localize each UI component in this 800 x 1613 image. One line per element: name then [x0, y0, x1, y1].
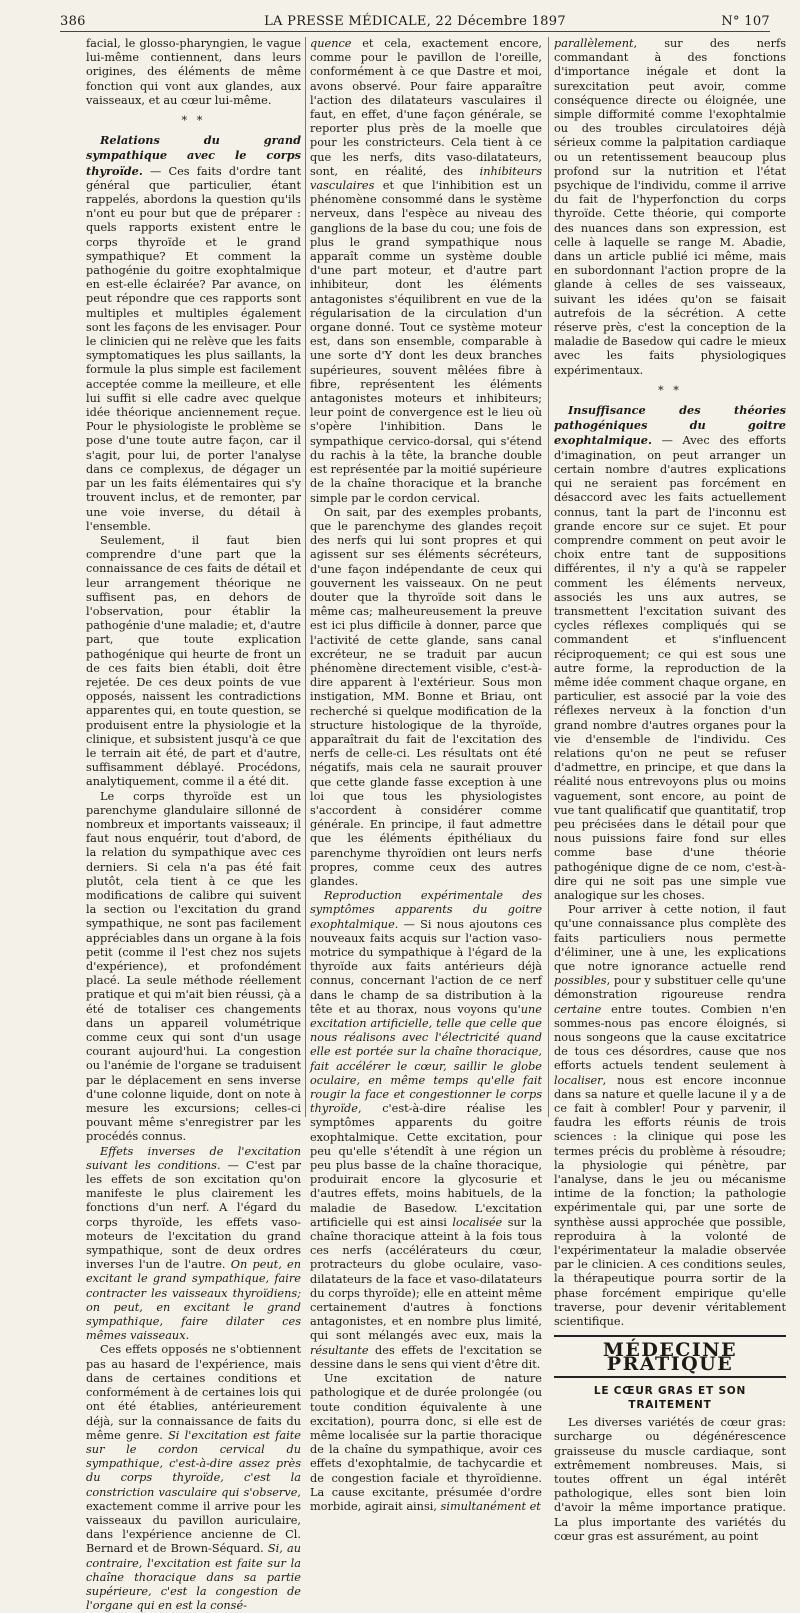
- emphasis: certaine: [554, 1002, 602, 1016]
- paragraph: [86, 133, 301, 534]
- paragraph: [310, 37, 542, 506]
- column-divider: [305, 37, 306, 1117]
- paragraph: Les diverses variétés de cœur gras: surcharge ou dégénérescence graisseuse du muscle cardiaque, sont extrêmement nombreuses. Mais, si toutes offrent un égal intérêt pathologique, elles sont bien loin d'avoir la même importance pratique. La plus importante des variétés du cœur gras est assurément, au point: [554, 1416, 786, 1543]
- emphasis: simultanément et: [440, 1499, 541, 1513]
- header-rule: [60, 31, 770, 32]
- masthead: LA PRESSE MÉDICALE, 22 Décembre 1897: [264, 14, 566, 29]
- paragraph: On sait, par des exemples probants, que le parenchyme des glandes reçoit des nerfs qui lui sont propres et qui agissent sur ses éléments sécréteurs, d'une façon indépendante de ceux qui gouvernent les vaisseaux. On ne peut douter que la thyroïde soit dans le même cas; malheureusement la preuve est ici plus difficile à donner, parce que l'activité de cette glande, sans canal excréteur, ne se traduit par aucun phénomène directement visible, c'est-à-dire apparent à l'extérieur. Sous mon instigation, MM. Bonne et Briau, ont recherché si quelque modification de la structure histologique de la thyroïde, apparaîtrait du fait de l'excitation des nerfs de celle-ci. Les résultats ont été négatifs, mais cela ne saurait prouver que cette glande fasse exception à une loi que tous les physiologistes s'accordent à considérer comme générale. En principe, il faut admettre que les éléments épithéliaux du parenchyme thyroïdien ont leurs nerfs propres, comme ceux des autres glandes.: [310, 505, 542, 888]
- paragraph-text: des effets de l'excitation se dessine dans le sens qui vient d'être dit.: [310, 1343, 542, 1371]
- section-separator: * *: [181, 114, 206, 128]
- paragraph-text: — C'est par les effets de son excitation qu'on manifeste le plus clairement les fonctions d'un nerf. A l'égard du corps thyroïde, les effets vaso-moteurs de l'excitation du grand sympathique, sont de deux ordres inverses l'un de l'autre.: [86, 1158, 301, 1272]
- section-heading: Effets inverses de l'excitation suivant les conditions.: [86, 1144, 301, 1172]
- paragraph-text: — Avec des efforts d'imagination, on peut arranger un certain nombre d'autres explications qui ne seraient pas forcément en désaccord avec les faits actuellement connus, tant la part de l'inconnu est grande encore sur ce sujet. Et pour comprendre comment on peut avoir le choix entre tant de suppositions différentes, il n'y a qu'à se rappeler comment les éléments nerveux, associés les uns aux autres, se transmettent l'excitation suivant des cycles réflexes compliqués qui se commandent et s'influencent réciproquement; ce qui est sous une autre forme, la reproduction de la même idée comment chaque organe, en particulier, est associé par la voie des réflexes nerveux à la fonction d'un grand nombre d'autres organes pour la vie d'ensemble de l'individu. Ces relations qu'on ne peut se refuser d'admettre, en principe, et que dans la réalité nous entrevoyons plus ou moins vaguement, sont encore, au point de vue tant qualificatif que quantitatif, trop peu précisées dans le détail pour que nous puissions faire fond sur elles comme base d'une théorie pathogénique digne de ce nom, c'est-à-dire qui ne soit pas une simple vue analogique sur les choses.: [554, 434, 786, 902]
- paragraph: Seulement, il faut bien comprendre d'une part que la connaissance de ces faits de détail et leur arrangement théorique ne suffisent pas, en dehors de l'observation, pour établir la pathogénie d'une maladie; et, d'autre part, que toute explication pathogénique qui heurte de front un de ces faits bien établi, doit être rejetée. De ces deux points de vue opposés, naissent les contradictions apparentes qui, en toute question, se produisent entre la physiologie et la clinique, et subsistent jusqu'à ce que le terrain ait été, de part et d'autre, suffisamment déblayé. Procédons, analytiquement, comme il a été dit.: [86, 533, 301, 789]
- paragraph-text: et que l'inhibition est un phénomène consommé dans le système nerveux, dans l'espèce au niveau des ganglions de la base du cou; une fois de plus le grand sympathique nous apparaît comme un système double d'une part moteur, et d'autre part inhibiteur, dont les éléments antagonistes s'équilibrent en vue de la régularisation de la circulation d'un organe donné. Tout ce système moteur est, dans son ensemble, comparable à une sorte d'Y dont les deux branches supérieures, souvent mêlées fibre à fibre, représentent les éléments antagonistes moteurs et inhibiteurs; leur point de convergence est le lieu où s'opère l'inhibition. Dans le sympathique cervico-dorsal, qui s'étend du rachis à la tête, la branche double est représentée par la moitié supérieure de la chaîne thoracique et la branche simple par le cordon cervical.: [310, 179, 542, 505]
- emphasis: localiser: [554, 1073, 603, 1087]
- section-heading: Insuffisance des théories pathogéniques du goitre exophtalmique.: [554, 403, 786, 448]
- paragraph-text: entre toutes. Combien n'en sommes-nous pas encore éloignés, si nous songeons que la cause excitatrice de tous ces désordres, cause que nos efforts actuels tendent seulement à: [554, 1002, 786, 1073]
- paragraph: [310, 1372, 542, 1514]
- paragraph: Le corps thyroïde est un parenchyme glandulaire sillonné de nombreux et importants vaisseaux; il faut nous enquérir, tout d'abord, de la relation du sympathique avec ces derniers. Si cela n'a pas été fait plutôt, cela tient à ce que les modifications de calibre qui suivent la section ou l'excitation du grand sympathique, ne sont pas facilement appréciables dans un organe à la fois petit (comme il l'est chez nos sujets d'expérience), et profondément placé. La seule méthode réellement pratique et qui m'ait bien réussi, çà a été de totaliser ces changements dans un appareil volumétrique comme ceux qui sont d'un usage courant aujourd'hui. La congestion ou l'anémie de l'organe se traduisent par le déplacement en sens inverse d'une colonne liquide, dont on note à mesure les excursions; celles-ci pouvant même s'enregistrer par les procédés connus.: [86, 789, 301, 1144]
- column-right: [554, 37, 786, 1543]
- column-left: [86, 37, 302, 1613]
- paragraph-text: Pour arriver à cette notion, il faut qu'une connaissance plus complète des faits particuliers nous permette d'éliminer, une à une, les explications que notre ignorance actuelle rend: [554, 903, 786, 973]
- section-heading: Reproduction expérimentale des symptômes apparents du goitre exophtalmique.: [310, 889, 542, 931]
- section-banner: MÉDECINE PRATIQUE: [554, 1335, 786, 1377]
- paragraph-text: , exactement comme il arrive pour les vaisseaux du pavillon auriculaire, dans l'expérience ancienne de Cl. Bernard et de Brown-Séquard.: [86, 1485, 301, 1556]
- page-number: 386: [60, 14, 86, 29]
- paragraph-text: — Si nous ajoutons ces nouveaux faits acquis sur l'action vaso-motrice du sympathique à l'égard de la thyroïde aux faits antérieurs déjà connus, concernant l'action de ce nerf dans le champ de sa distribution à la tête et au thorax, nous voyons qu': [310, 917, 542, 1016]
- paragraph: [554, 37, 786, 378]
- emphasis: parallèlement: [554, 37, 634, 50]
- article-title: LE CŒUR GRAS ET SON TRAITEMENT: [593, 1384, 747, 1411]
- column-middle: [310, 37, 542, 1513]
- column-divider: [548, 37, 549, 1117]
- paragraph: [554, 403, 786, 903]
- emphasis: inhibiteurs vasculaires: [310, 164, 542, 193]
- paragraph: [310, 889, 542, 1372]
- emphasis: localisée: [452, 1215, 503, 1229]
- emphasis: On peut, en excitant le grand sympathique, faire contracter les vaisseaux thyroïdiens; on peut, en excitant le grand sympathique, faire dilater ces mêmes vaisseaux.: [86, 1258, 301, 1343]
- emphasis: possibles: [554, 974, 607, 988]
- paragraph-text: , sur des nerfs commandant à des fonctions d'importance inégale et dont la surexcitation peut avoir, comme conséquence directe ou éloignée, une simple difformité comme l'exophtalmie ou des troubles circulatoires déjà sérieux comme la palpitation cardiaque ou un retentissement beaucoup plus profond sur la nutrition et l'état psychique de l'individu, comme il arrive du fait de l'hyperfonction du corps thyroïde. Cette théorie, qui comporte des nuances dans son expression, est celle à laquelle se range M. Abadie, dans un article publié ici même, mais en subordonnant l'action propre de la glande à celles de ses vaisseaux, suivant les idées qu'on se faisait autrefois de la sécrétion. A cette réserve près, c'est la conception de la maladie de Basedow qui cadre le mieux avec les faits physiologiques expérimentaux.: [554, 37, 786, 377]
- paragraph-text: , pour y substituer celle qu'une démonstration rigoureuse rendra: [554, 974, 786, 1002]
- paragraph: [86, 1145, 301, 1344]
- paragraph-text: Une excitation de nature pathologique et de durée prolongée (ou toute condition équivalente à une excitation), pourra donc, si elle est de même localisée sur la partie thoracique de la chaîne du sympathique, avoir ces effets d'exophtalmie, de tachycardie et de congestion faciale et thyroïdienne. La cause excitante, présumée d'ordre morbide, agirait ainsi,: [310, 1372, 542, 1513]
- emphasis: Si l'excitation est faite sur le cordon cervical du sympathique, c'est-à-dire assez près du corps thyroïde, c'est la constriction vasculaire qui s'observe: [86, 1428, 301, 1499]
- emphasis: résultante: [310, 1343, 369, 1357]
- paragraph-text: , nous est encore inconnue dans sa nature et quelle lacune il y a de ce fait à combler! Pour y parvenir, il faudra les efforts réunis de trois sciences : la clinique qui pose les termes précis du problème à résoudre; la physiologie qui pénètre, par l'analyse, dans le jeu ou mécanisme intime de la fonction; la pathologie expérimentale qui, par une sorte de synthèse aussi approchée que possible, reproduira à la volonté de l'expérimentateur la maladie observée par le clinicien. A ces conditions seules, la thérapeutique pourra sortir de la phase forcément empirique qu'elle traverse, pour devenir véritablement scientifique.: [554, 1073, 786, 1329]
- paragraph: [554, 903, 786, 1329]
- section-heading: Relations du grand sympathique avec le corps thyroïde.: [86, 133, 301, 178]
- paragraph-text: sur la chaîne thoracique atteint à la fois tous ces nerfs (accélérateurs du cœur, protracteurs du globe oculaire, vaso-dilatateurs de la face et vaso-dilatateurs du corps thyroïde); elle en atteint même certainement d'autres à fonctions antagonistes, et en nombre plus limité, qui sont mélangés avec eux, mais la: [310, 1215, 542, 1343]
- paragraph-text: et cela, exactement encore, comme pour le pavillon de l'oreille, conformément à ce que Dastre et moi, avons observé. Pour faire apparaître l'action des dilatateurs vasculaires il faut, en effet, d'une façon générale, se reporter plus près de la moelle que pour les constricteurs. Cela tient à ce que les nerfs, dits vaso-dilatateurs, sont, en réalité, des: [310, 37, 542, 178]
- emphasis: quence: [310, 37, 352, 50]
- paragraph-text: , c'est-à-dire réalise les symptômes apparents du goitre exophtalmique. Cette excitation, pour peu qu'elle s'étendît à une région un peu plus basse de la chaîne thoracique, produirait encore la glycosurie et d'autres effets, moins habituels, de la maladie de Basedow. L'excitation artificielle qui est ainsi: [310, 1102, 542, 1229]
- emphasis: une excitation artificielle, telle que celle que nous réalisons avec l'électricité quand elle est portée sur la chaîne thoracique, fait accélérer le cœur, saillir le globe oculaire, en même temps qu'elle fait rougir la face et congestionner le corps thyroïde: [310, 1002, 542, 1116]
- section-separator: * *: [658, 383, 682, 397]
- paragraph-text: — Ces faits d'ordre tant général que particulier, étant rappelés, abordons la question qu'ils n'ont eu pour but que de préparer : quels rapports existent entre le corps thyroïde et le grand sympathique? Et comment la pathogénie du goitre exophtalmique en est-elle éclairée? Par avance, on peut répondre que ces rapports sont multiples et multiples également sont les façons de les envisager. Pour le clinicien qui ne relève que les faits symptomatiques les plus saillants, la formule la plus simple est facilement acceptée comme la meilleure, et elle lui suffit si elle cadre avec quelque idée théorique anciennement reçue. Pour le physiologiste le problème se pose d'une toute autre façon, car il s'agit, pour lui, de porter l'analyse dans ce complexus, de dégager un par un les faits élémentaires qui s'y trouvent inclus, et de remonter, par une voie inverse, du détail à l'ensemble.: [86, 164, 301, 533]
- emphasis: Si, au contraire, l'excitation est faite sur la chaîne thoracique dans sa partie supérieure, c'est la congestion de l'organe qui en est la consé-: [86, 1542, 302, 1613]
- paragraph-text: Ces effets opposés ne s'obtiennent pas au hasard de l'expérience, mais dans de certaines conditions et conformément à de certaines lois qui ont été établies, antérieurement déjà, sur la connaissance de faits du même genre.: [86, 1343, 301, 1442]
- paragraph: facial, le glosso-pharyngien, le vague lui-même contiennent, dans leurs origines, des éléments de même fonction qui vont aux glandes, aux vaisseaux, et au cœur lui-même.: [86, 37, 301, 107]
- issue-number: N° 107: [721, 14, 770, 29]
- paragraph: [86, 1343, 301, 1613]
- page-header: [60, 10, 770, 32]
